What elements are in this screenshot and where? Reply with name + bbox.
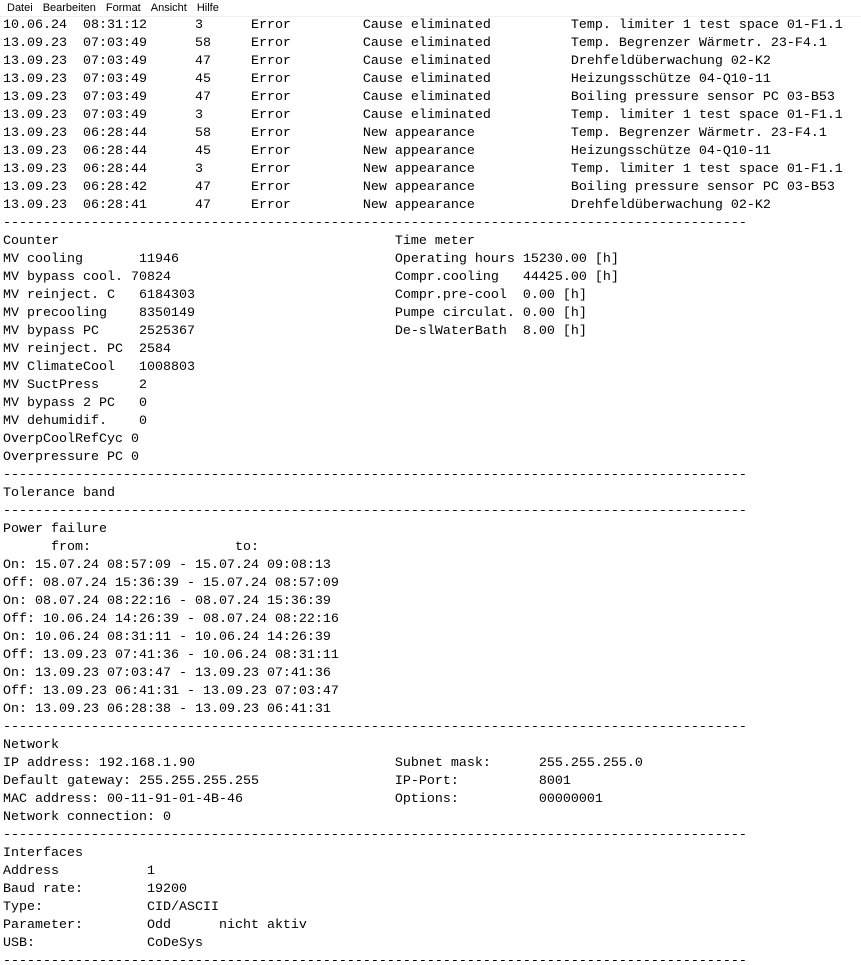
text-line: Off: 13.09.23 07:41:36 - 10.06.24 08:31:11 [3,648,339,663]
text-line: On: 13.09.23 06:28:38 - 13.09.23 06:41:31 [3,702,331,717]
text-line: 13.09.23 07:03:49 45 Error Cause eliminated Heizungsschütze 04-Q10-11 [3,72,771,87]
text-line: Address 1 [3,864,155,879]
text-line: 13.09.23 06:28:41 47 Error New appearance Drehfeldüberwachung 02-K2 [3,198,771,213]
text-line: Parameter: Odd nicht aktiv [3,918,307,933]
text-line: 13.09.23 06:28:44 3 Error New appearance Temp. limiter 1 test space 01-F1.1 [3,162,843,177]
text-line: Baud rate: 19200 [3,882,187,897]
text-line: MV reinject. PC 2584 [3,342,171,357]
text-line: --------------------------------------------------------------------------------------------- [3,954,747,965]
text-line: MAC address: 00-11-91-01-4B-46 Options: 00000001 [3,792,603,807]
text-line: from: to: [3,540,259,555]
text-line: MV bypass cool. 70824 Compr.cooling 44425.00 [h] [3,270,619,285]
text-line: 13.09.23 06:28:42 47 Error New appearance Boiling pressure sensor PC 03-B53 [3,180,835,195]
menu-datei[interactable]: Datei [7,2,33,14]
text-line: --------------------------------------------------------------------------------------------- [3,504,747,519]
text-line: Tolerance band [3,486,115,501]
text-line: MV cooling 11946 Operating hours 15230.00 [h] [3,252,619,267]
text-line: 13.09.23 07:03:49 47 Error Cause eliminated Drehfeldüberwachung 02-K2 [3,54,771,69]
text-line: OverpCoolRefCyc 0 [3,432,139,447]
text-line: On: 15.07.24 08:57:09 - 15.07.24 09:08:13 [3,558,331,573]
text-line: Off: 10.06.24 14:26:39 - 08.07.24 08:22:16 [3,612,339,627]
menu-hilfe[interactable]: Hilfe [196,2,219,14]
text-line: 13.09.23 06:28:44 58 Error New appearance Temp. Begrenzer Wärmetr. 23-F4.1 [3,126,827,141]
text-line: On: 08.07.24 08:22:16 - 08.07.24 15:36:39 [3,594,331,609]
text-line: --------------------------------------------------------------------------------------------- [3,216,747,231]
text-line: MV SuctPress 2 [3,378,147,393]
menu-ansicht[interactable]: Ansicht [150,2,187,14]
text-line: IP address: 192.168.1.90 Subnet mask: 255.255.255.0 [3,756,643,771]
text-line: Power failure [3,522,107,537]
text-line: MV precooling 8350149 Pumpe circulat. 0.00 [h] [3,306,587,321]
document-text[interactable] [3,17,843,965]
text-line: Default gateway: 255.255.255.255 IP-Port: 8001 [3,774,571,789]
text-line: On: 13.09.23 07:03:47 - 13.09.23 07:41:36 [3,666,331,681]
text-line: --------------------------------------------------------------------------------------------- [3,720,747,735]
text-line: --------------------------------------------------------------------------------------------- [3,828,747,843]
text-line: 10.06.24 08:31:12 3 Error Cause eliminated Temp. limiter 1 test space 01-F1.1 [3,18,843,33]
text-line: Interfaces [3,846,83,861]
text-line: Network [3,738,59,753]
text-line: Network connection: 0 [3,810,171,825]
menu-bar [0,0,861,17]
text-line: 13.09.23 07:03:49 3 Error Cause eliminated Temp. limiter 1 test space 01-F1.1 [3,108,843,123]
text-line: USB: CoDeSys [3,936,203,951]
text-line: 13.09.23 06:28:44 45 Error New appearance Heizungsschütze 04-Q10-11 [3,144,771,159]
text-line: 13.09.23 07:03:49 58 Error Cause eliminated Temp. Begrenzer Wärmetr. 23-F4.1 [3,36,827,51]
text-line: MV bypass PC 2525367 De-slWaterBath 8.00 [h] [3,324,587,339]
text-line: --------------------------------------------------------------------------------------------- [3,468,747,483]
text-line: On: 10.06.24 08:31:11 - 10.06.24 14:26:39 [3,630,331,645]
text-line: Off: 08.07.24 15:36:39 - 15.07.24 08:57:09 [3,576,339,591]
text-line: MV reinject. C 6184303 Compr.pre-cool 0.00 [h] [3,288,587,303]
text-line: MV bypass 2 PC 0 [3,396,147,411]
menu-bearbeiten[interactable]: Bearbeiten [42,2,96,14]
menu-format[interactable]: Format [105,2,141,14]
text-line: MV dehumidif. 0 [3,414,147,429]
text-editor-area[interactable] [0,17,861,965]
text-line: Overpressure PC 0 [3,450,139,465]
text-line: 13.09.23 07:03:49 47 Error Cause eliminated Boiling pressure sensor PC 03-B53 [3,90,835,105]
text-line: Type: CID/ASCII [3,900,219,915]
text-line: MV ClimateCool 1008803 [3,360,195,375]
text-line: Counter Time meter [3,234,475,249]
text-line: Off: 13.09.23 06:41:31 - 13.09.23 07:03:47 [3,684,339,699]
